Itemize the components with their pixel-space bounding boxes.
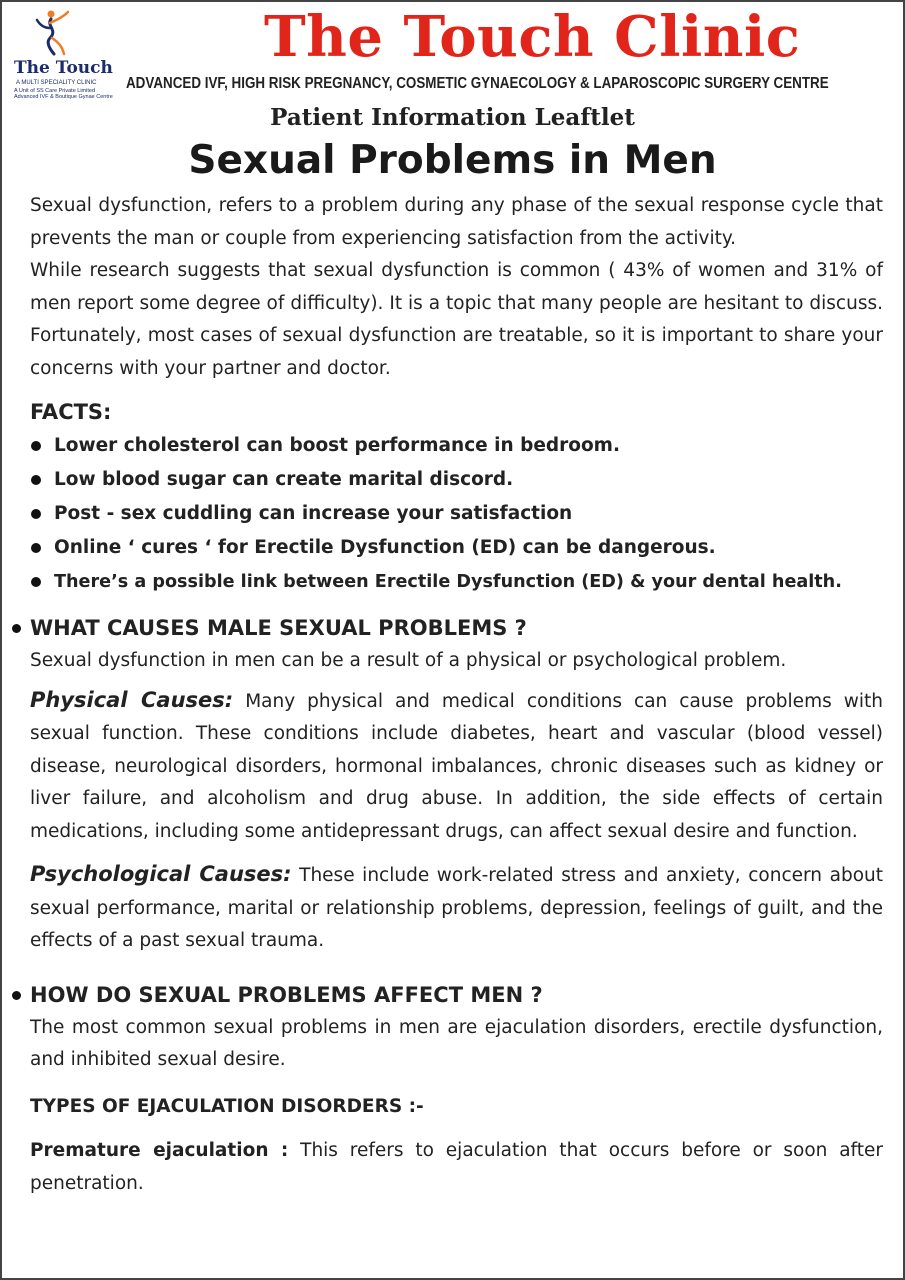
bullet-icon [31, 475, 41, 485]
physical-causes-paragraph [30, 684, 883, 849]
list-item [30, 565, 883, 599]
list-item [30, 497, 883, 531]
bullet-icon [31, 543, 41, 553]
bullet-icon [12, 991, 21, 1000]
ejaculation-disorders-heading: TYPES OF EJACULATION DISORDERS :- [30, 1095, 424, 1117]
logo-subtag-line-1: A Unit of SS Care Private Limited [14, 88, 96, 94]
clinic-logo [12, 8, 112, 98]
facts-heading: FACTS: [30, 400, 112, 424]
fact-text: Post - sex cuddling can increase your satisfaction [54, 503, 573, 524]
logo-tagline: A MULTI SPECIALITY CLINIC [16, 80, 97, 86]
affect-paragraph: The most common sexual problems in men are ejaculation disorders, erectile dysfunction, and inhibited sexual desire. [30, 1016, 883, 1070]
bullet-icon [31, 577, 41, 587]
logo-subtagline [14, 88, 113, 100]
psychological-causes-label: Psychological Causes: [30, 862, 292, 886]
premature-ejaculation-text: This refers to ejaculation that occurs before or soon after penetration. [30, 1140, 883, 1194]
dancer-figure-icon [34, 8, 74, 58]
clinic-services-line: ADVANCED IVF, HIGH RISK PREGNANCY, COSMETIC GYNAECOLOGY & LAPAROSCOPIC SURGERY CENTRE [126, 75, 829, 92]
page-title: Sexual Problems in Men [188, 138, 717, 183]
psychological-causes-paragraph [30, 858, 883, 958]
physical-causes-label: Physical Causes: [30, 687, 234, 712]
list-item [30, 429, 883, 463]
list-item [30, 531, 883, 565]
premature-ejaculation-paragraph [30, 1135, 883, 1200]
logo-subtag-line-2: Advanced IVF & Boutique Gynae Centre [14, 94, 113, 100]
bullet-icon [12, 624, 21, 633]
bullet-icon [31, 509, 41, 519]
list-item [30, 463, 883, 497]
fact-text: There’s a possible link between Erectile Dysfunction (ED) & your dental health. [54, 572, 842, 592]
causes-heading-text: WHAT CAUSES MALE SEXUAL PROBLEMS ? [30, 616, 527, 640]
fact-text: Online ‘ cures ‘ for Erectile Dysfunction (ED) can be dangerous. [54, 537, 716, 558]
bullet-icon [31, 441, 41, 451]
affect-heading-text: HOW DO SEXUAL PROBLEMS AFFECT MEN ? [30, 982, 543, 1007]
physical-causes-text: Many physical and medical conditions can cause problems with sexual function. These conditions include diabetes, heart and vascular (blood vessel) disease, neurological disorders, hormonal imbalances, chronic diseases such as kidney or liver failure, and alcoholism and drug abuse. In addition, the side effects of certain medications, including some antidepressant drugs, can affect sexual desire and function. [30, 690, 883, 842]
affect-heading [10, 978, 883, 1012]
facts-list [30, 429, 883, 599]
causes-heading [10, 611, 883, 645]
leaflet-body [30, 190, 883, 1200]
leaflet-label: Patient Information Leaftlet [270, 104, 635, 131]
premature-ejaculation-label: Premature ejaculation : [30, 1140, 289, 1161]
intro-paragraph-2: While research suggests that sexual dysfunction is common ( 43% of women and 31% of men report some degree of difficulty). It is a topic that many people are hesitant to discuss. Fortunately, most cases of sexual dysfunction are treatable, so it is important to share your concerns with your partner and doctor. [30, 260, 883, 379]
psychological-causes-text: These include work-related stress and anxiety, concern about sexual performance, marital or relationship problems, depression, feelings of guilt, and the effects of a past sexual trauma. [30, 865, 883, 951]
logo-name: The Touch [14, 58, 113, 78]
fact-text: Low blood sugar can create marital discord. [54, 469, 514, 490]
clinic-brand-title: The Touch Clinic [264, 4, 801, 70]
causes-intro: Sexual dysfunction in men can be a result of a physical or psychological problem. [30, 650, 787, 671]
intro-paragraph-1: Sexual dysfunction, refers to a problem during any phase of the sexual response cycle that prevents the man or couple from experiencing satisfaction from the activity. [30, 195, 883, 249]
fact-text: Lower cholesterol can boost performance in bedroom. [54, 435, 620, 456]
